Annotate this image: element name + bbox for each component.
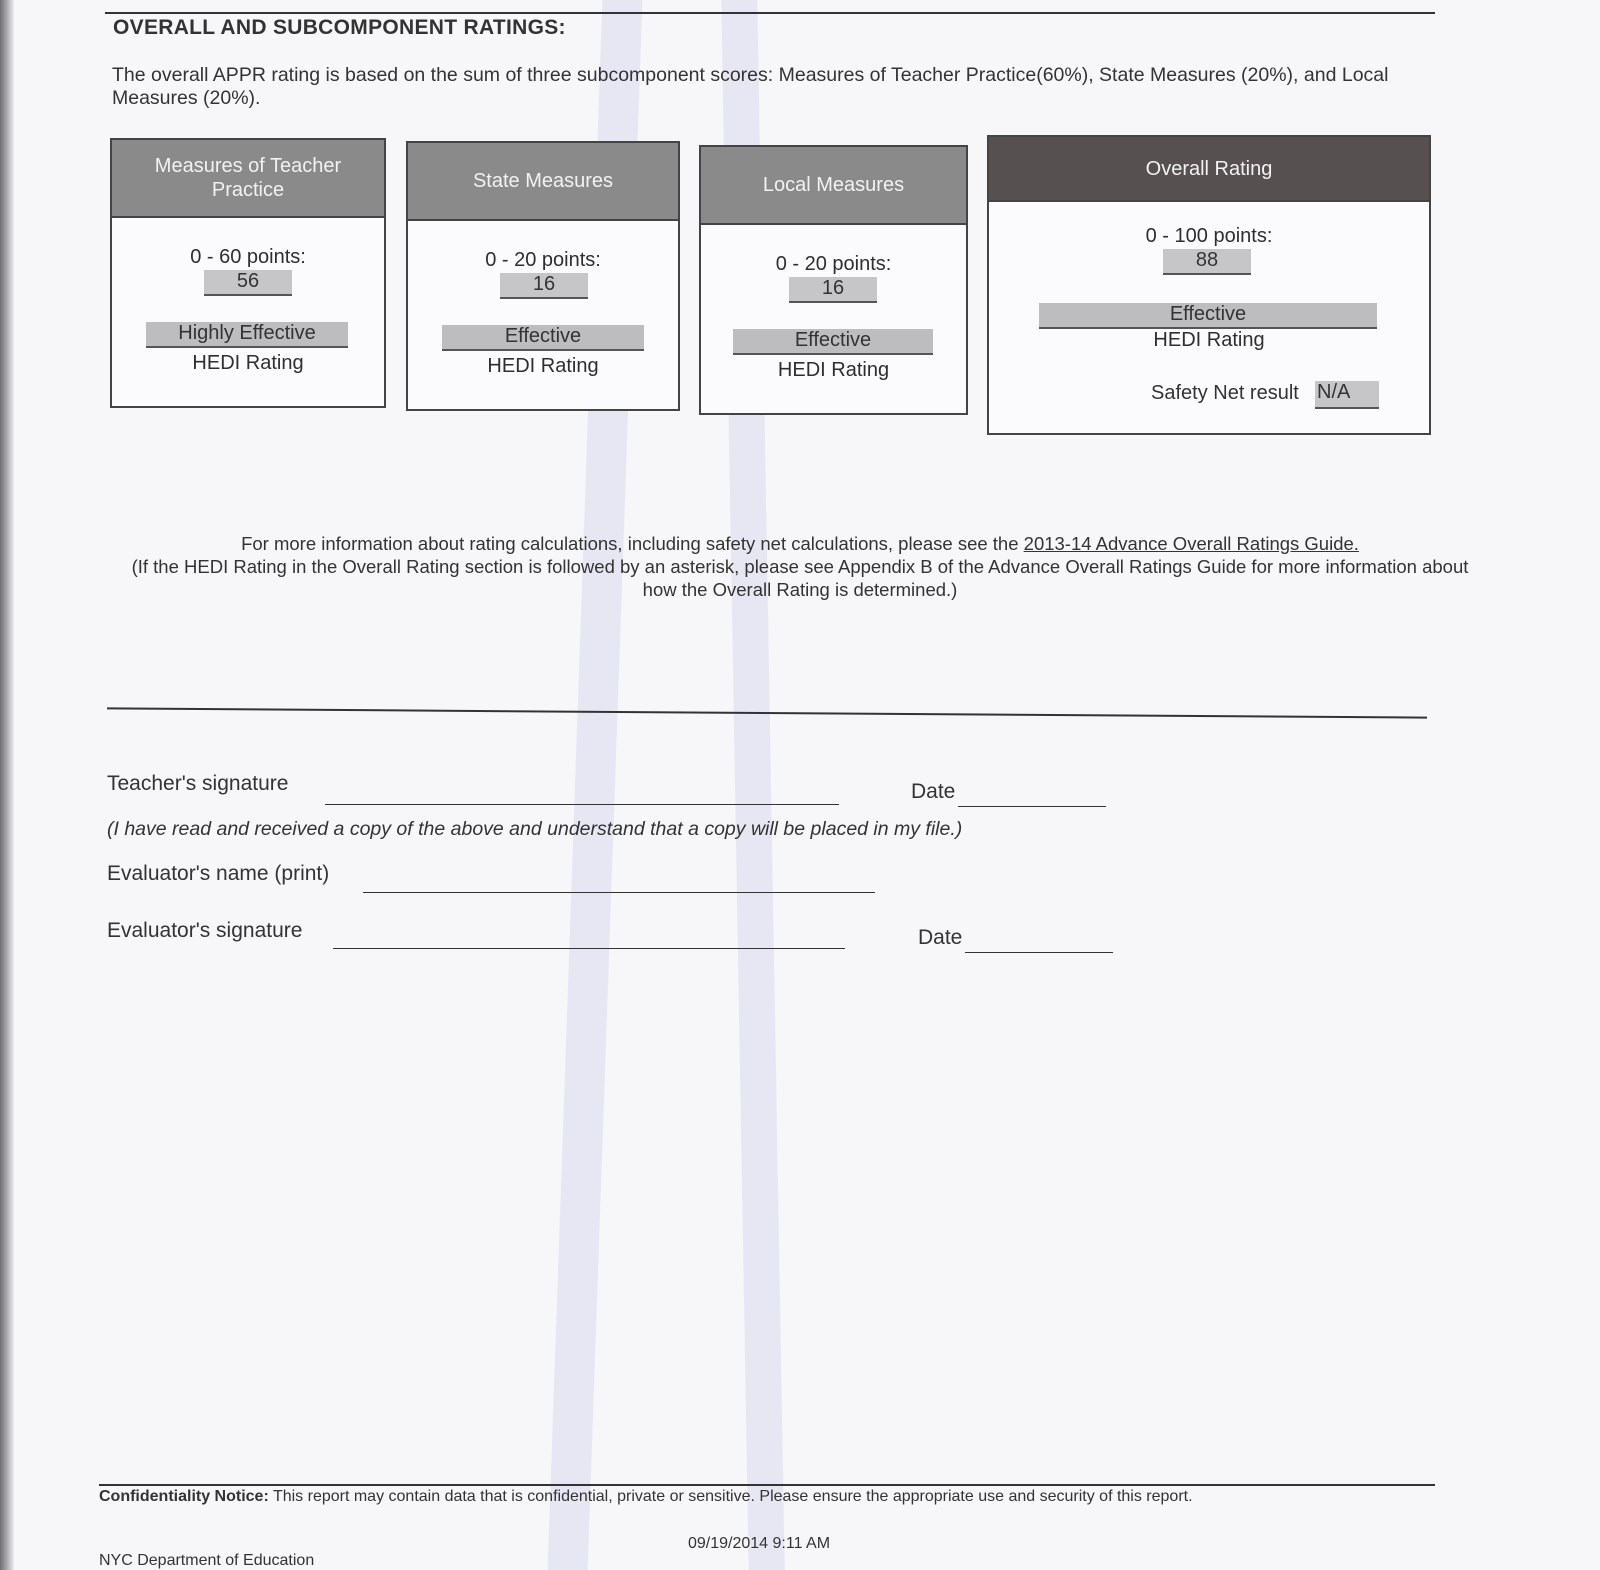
evaluator-name-line[interactable] (363, 892, 875, 893)
hedi-rating-label: HEDI Rating (1153, 329, 1265, 351)
score-field: 56 (204, 270, 292, 296)
safety-net-value: N/A (1315, 381, 1379, 409)
points-range: 0 - 60 points: (190, 246, 306, 268)
state-measures-box (406, 141, 680, 411)
print-timestamp: 09/19/2014 9:11 AM (688, 1535, 831, 1552)
hedi-rating-field: Effective (733, 329, 933, 355)
hedi-rating-field: Effective (1039, 303, 1377, 329)
hedi-rating-label: HEDI Rating (192, 352, 304, 374)
footer-rule (99, 1484, 1435, 1486)
overall-rating-box (987, 135, 1431, 435)
points-range: 0 - 20 points: (775, 253, 892, 275)
scan-page-edge (0, 0, 14, 1570)
evaluator-signature-line[interactable] (333, 948, 845, 949)
box-header: State Measures (408, 143, 678, 221)
local-measures-box (699, 145, 968, 415)
points-range: 0 - 20 points: (485, 249, 601, 271)
evaluator-name-label: Evaluator's name (print) (107, 862, 330, 885)
acknowledgement-note: (I have read and received a copy of the above and understand that a copy will be placed in my file.) (107, 818, 963, 840)
section-title: OVERALL AND SUBCOMPONENT RATINGS: (113, 16, 566, 39)
box-header: Measures of Teacher Practice (112, 140, 384, 218)
points-range: 0 - 100 points: (1145, 225, 1273, 247)
confidentiality-text: This report may contain data that is confidential, private or sensitive. Please ensure the appropriate use and security of this report. (268, 1488, 1193, 1505)
box-header: Local Measures (701, 147, 966, 225)
teacher-date-line[interactable] (958, 806, 1106, 807)
score-field: 16 (789, 277, 877, 303)
teacher-signature-line[interactable] (325, 804, 839, 805)
teacher-date-label: Date (911, 780, 956, 803)
info-asterisk-note: (If the HEDI Rating in the Overall Rating section is followed by an asterisk, please see Appendix B of the Advance Overall Ratings Guide for more information about how the Overall Rating is determined.) (131, 556, 1469, 600)
ratings-guide-link[interactable]: 2013-14 Advance Overall Ratings Guide. (1023, 533, 1359, 554)
info-text: For more information about rating calculations, including safety net calculations, please see the (241, 533, 1024, 554)
teacher-signature-label: Teacher's signature (107, 772, 289, 795)
confidentiality-notice (99, 1488, 1193, 1506)
top-rule (105, 12, 1435, 14)
intro-paragraph: The overall APPR rating is based on the sum of three subcomponent scores: Measures of Teacher Practice(60%), State Measures (20%), and Local Measures (20%). (112, 64, 1389, 109)
teacher-practice-box (110, 138, 386, 408)
evaluator-date-line[interactable] (965, 952, 1113, 953)
box-header: Overall Rating (989, 137, 1429, 202)
evaluator-date-label: Date (918, 926, 963, 949)
organization-name: NYC Department of Education (99, 1552, 315, 1569)
hedi-rating-field: Effective (442, 325, 644, 351)
info-paragraph (130, 532, 1470, 601)
evaluator-signature-label: Evaluator's signature (107, 919, 303, 942)
hedi-rating-field: Highly Effective (146, 322, 348, 348)
score-field: 88 (1163, 249, 1251, 275)
hedi-rating-label: HEDI Rating (777, 359, 890, 381)
hedi-rating-label: HEDI Rating (487, 355, 599, 377)
confidentiality-label: Confidentiality Notice: (99, 1488, 269, 1505)
safety-net-label: Safety Net result (1151, 382, 1299, 404)
score-field: 16 (500, 273, 588, 299)
